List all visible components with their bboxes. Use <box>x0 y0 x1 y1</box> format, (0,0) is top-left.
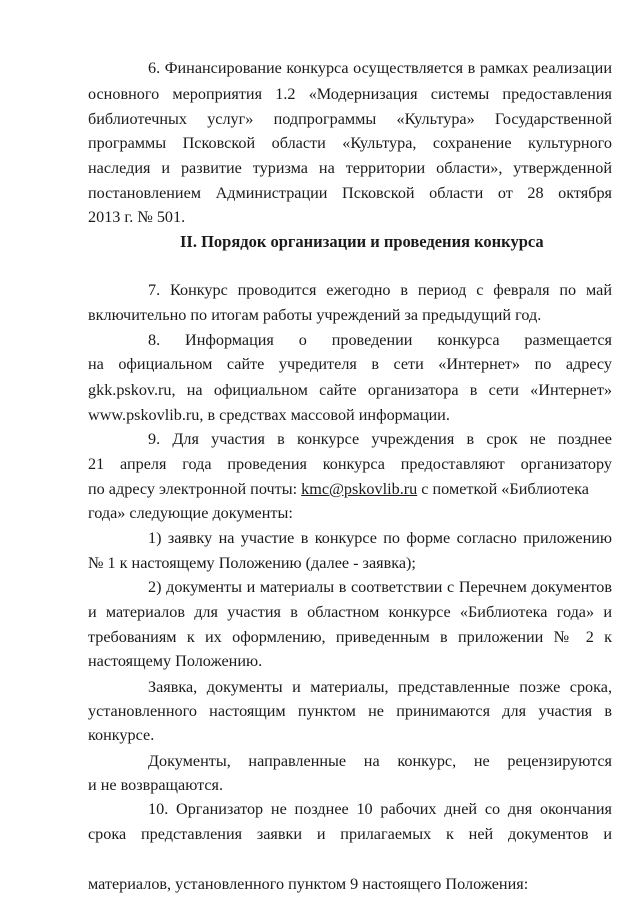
late-paragraph-line-3: конкурсе. <box>88 726 155 744</box>
paragraph-9-line-3-start: по адресу электронной почты: <box>88 480 302 498</box>
item-2-line-1: 2) документы и материалы в соответствии с Перечнем документов <box>148 578 612 596</box>
late-paragraph-line-2: установленного настоящим пунктом не принимаются для участия в <box>88 702 612 720</box>
paragraph-6-line-5: наследия и развитие туризма на территории области», утвержденной <box>88 159 612 177</box>
paragraph-10-line-1: 10. Организатор не позднее 10 рабочих дней со дня окончания <box>148 800 612 818</box>
item-2-line-4: настоящему Положению. <box>88 652 263 670</box>
late-paragraph-line-1: Заявка, документы и материалы, представленные позже срока, <box>148 678 612 696</box>
item-1-line-1: 1) заявку на участие в конкурсе по форме согласно приложению <box>148 529 612 547</box>
paragraph-9-line-3 <box>88 479 589 499</box>
paragraph-6-line-4: программы Псковской области «Культура, сохранение культурного <box>88 134 612 152</box>
no-review-paragraph-line-1: Документы, направленные на конкурс, не рецензируются <box>148 752 612 770</box>
item-2-line-3: требованиям к их оформлению, приведенным в приложении № 2 к <box>88 628 612 646</box>
paragraph-6-line-2: основного мероприятия 1.2 «Модернизация системы предоставления <box>88 85 612 103</box>
paragraph-9-line-3-end: с пометкой «Библиотека <box>417 480 589 498</box>
paragraph-8-line-4: www.pskovlib.ru, в средствах массовой информации. <box>88 406 450 424</box>
paragraph-6-line-1: 6. Финансирование конкурса осуществляется в рамках реализации <box>148 59 612 77</box>
item-1-line-2: № 1 к настоящему Положению (далее - заявка); <box>88 554 416 572</box>
paragraph-6-line-3: библиотечных услуг» подпрограммы «Культура» Государственной <box>88 110 612 128</box>
paragraph-7-line-1: 7. Конкурс проводится ежегодно в период с февраля по май <box>148 281 612 299</box>
paragraph-8-line-3: gkk.pskov.ru, на официальном сайте организатора в сети «Интернет» <box>88 381 612 399</box>
paragraph-8-line-1: 8. Информация о проведении конкурса размещается <box>148 331 612 349</box>
no-review-paragraph-line-2: и не возвращаются. <box>88 776 224 794</box>
paragraph-9-line-1: 9. Для участия в конкурсе учреждения в срок не позднее <box>148 430 612 448</box>
paragraph-8-line-2: на официальном сайте учредителя в сети «Интернет» по адресу <box>88 355 612 373</box>
section-heading: II. Порядок организации и проведения конкурса <box>180 232 544 251</box>
paragraph-10-line-3: материалов, установленного пунктом 9 настоящего Положения: <box>88 875 529 893</box>
paragraph-9-line-2: 21 апреля года проведения конкурса предоставляют организатору <box>88 455 612 473</box>
item-2-line-2: и материалов для участия в областном конкурсе «Библиотека года» и <box>88 603 612 621</box>
paragraph-9-line-4: года» следующие документы: <box>88 504 293 522</box>
email-link[interactable]: kmc@pskovlib.ru <box>301 480 418 498</box>
paragraph-7-line-2: включительно по итогам работы учреждений за предыдущий год. <box>88 306 542 324</box>
paragraph-6-line-6: постановлением Администрации Псковской области от 28 октября <box>88 184 612 202</box>
paragraph-10-line-2: срока представления заявки и прилагаемых к ней документов и <box>88 825 612 843</box>
paragraph-6-line-7: 2013 г. № 501. <box>88 208 186 226</box>
